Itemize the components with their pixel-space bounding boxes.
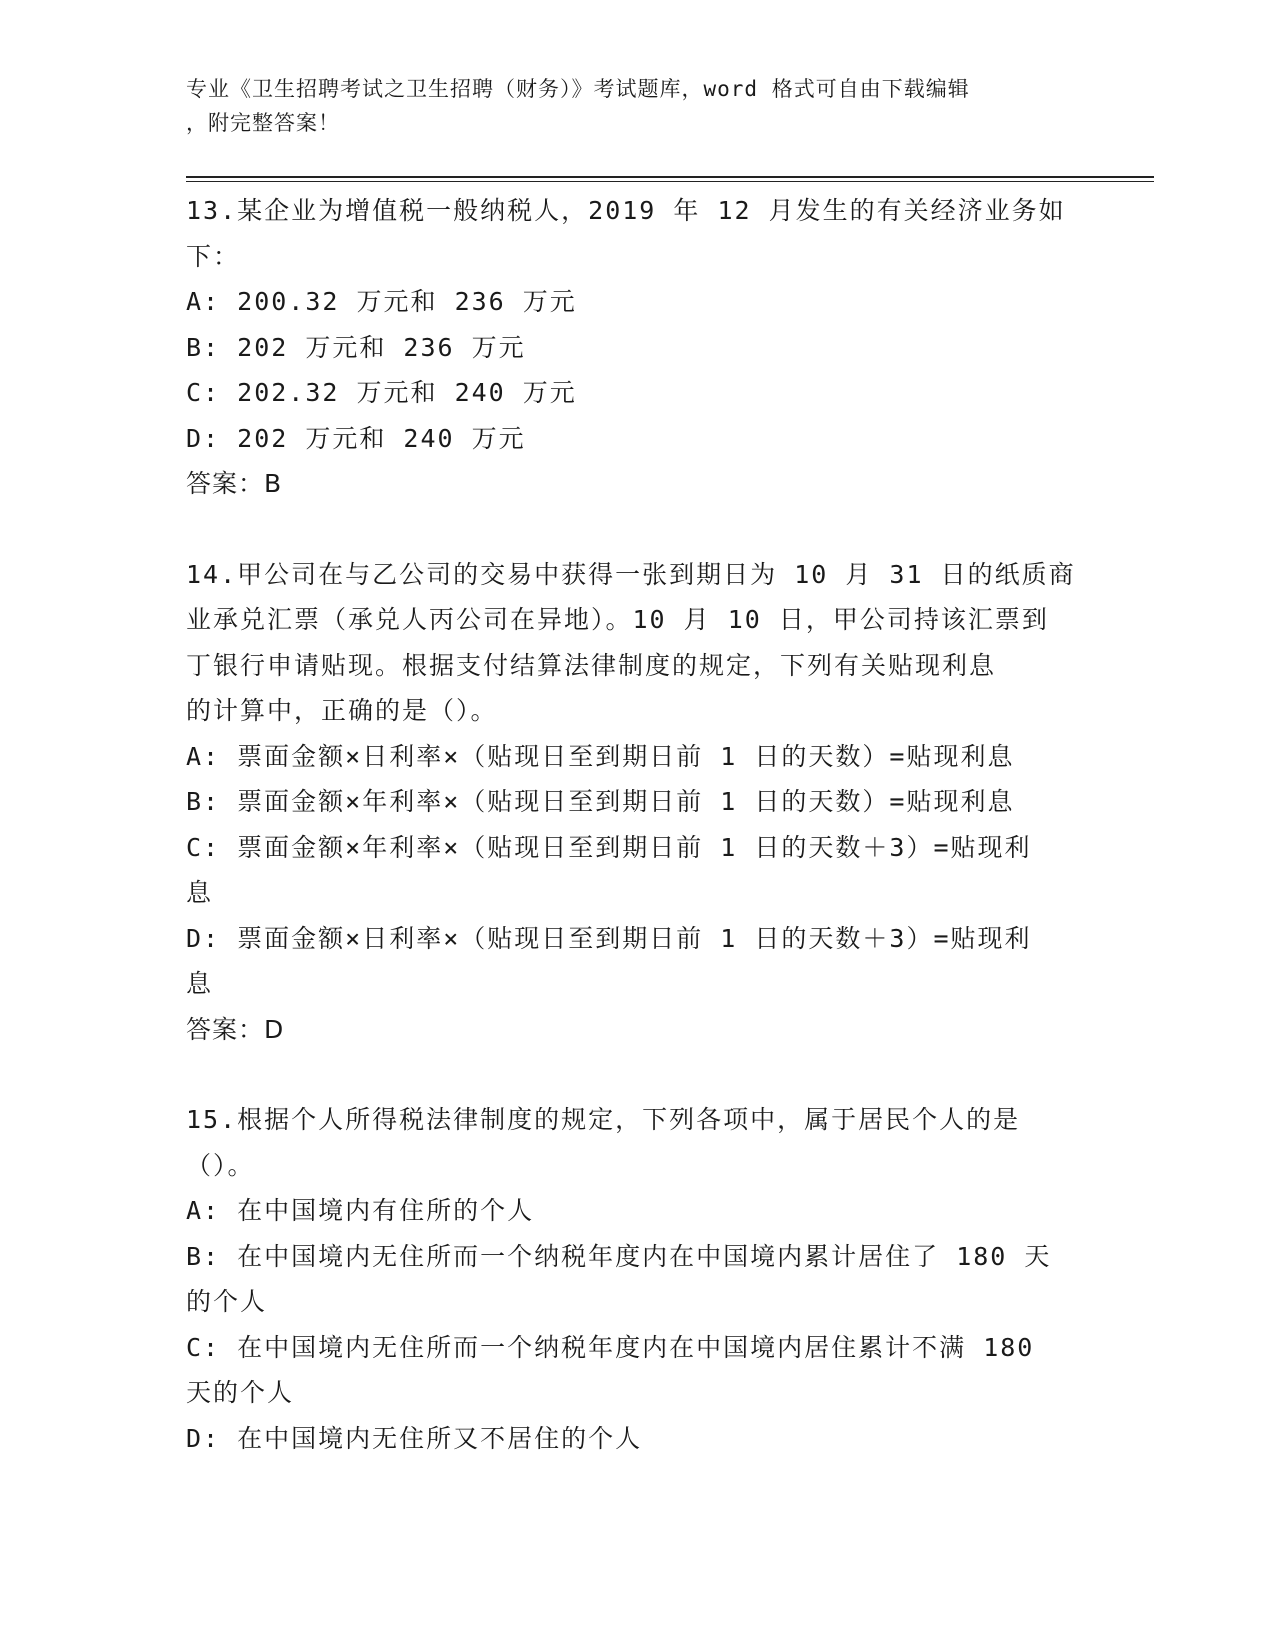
option-a-line: A: 票面金额×日利率×（贴现日至到期日前 1 日的天数）=贴现利息 [186, 741, 1015, 771]
document-header [186, 72, 1076, 140]
option-b-line: B: 票面金额×年利率×（贴现日至到期日前 1 日的天数）=贴现利息 [186, 787, 1015, 816]
question-stem-line: 丁银行申请贴现。根据支付结算法律制度的规定，下列有关贴现利息 [186, 650, 997, 680]
option-d-line: D: 票面金额×日利率×（贴现日至到期日前 1 日的天数＋3）=贴现利 [186, 923, 1032, 953]
question-stem-line: 下： [186, 241, 241, 271]
question-15 [186, 1097, 1086, 1461]
option-d-line: 息 [186, 969, 214, 998]
option-d-line: D: 在中国境内无住所又不居住的个人 [186, 1423, 643, 1453]
question-stem-line: 14.甲公司在与乙公司的交易中获得一张到期日为 10 月 31 日的纸质商 [186, 559, 1076, 589]
header-divider [186, 176, 1154, 182]
question-13 [186, 188, 1086, 507]
answer-label: 答案：B [186, 469, 283, 498]
option-a-line: A: 在中国境内有住所的个人 [186, 1196, 535, 1225]
answer-label: 答案：D [186, 1014, 285, 1044]
question-stem-line: 15.根据个人所得税法律制度的规定，下列各项中，属于居民个人的是 [186, 1105, 1021, 1134]
option-b-line: B: 202 万元和 236 万元 [186, 332, 526, 362]
option-c-line: 息 [186, 878, 214, 907]
option-c-line: 天的个人 [186, 1378, 295, 1407]
question-14 [186, 552, 1086, 1053]
question-stem-line: 的计算中，正确的是（）。 [186, 696, 498, 725]
option-c-line: C: 票面金额×年利率×（贴现日至到期日前 1 日的天数＋3）=贴现利 [186, 832, 1032, 862]
question-stem-line: （）。 [186, 1150, 255, 1180]
option-a-line: A: 200.32 万元和 236 万元 [186, 287, 577, 316]
option-c-line: C: 202.32 万元和 240 万元 [186, 378, 577, 407]
question-stem-line: 13.某企业为增值税一般纳税人，2019 年 12 月发生的有关经济业务如 [186, 196, 1066, 225]
question-list [186, 188, 1086, 1506]
option-b-line: B: 在中国境内无住所而一个纳税年度内在中国境内累计居住了 180 天 [186, 1241, 1052, 1271]
question-stem-line: 业承兑汇票（承兑人丙公司在异地）。10 月 10 日，甲公司持该汇票到 [186, 605, 1049, 634]
header-line-2: ，附完整答案！ [186, 111, 340, 135]
header-line-1: 专业《卫生招聘考试之卫生招聘（财务）》考试题库，word 格式可自由下载编辑 [186, 77, 970, 101]
option-b-line: 的个人 [186, 1287, 268, 1316]
option-d-line: D: 202 万元和 240 万元 [186, 423, 526, 453]
option-c-line: C: 在中国境内无住所而一个纳税年度内在中国境内居住累计不满 180 [186, 1332, 1035, 1362]
